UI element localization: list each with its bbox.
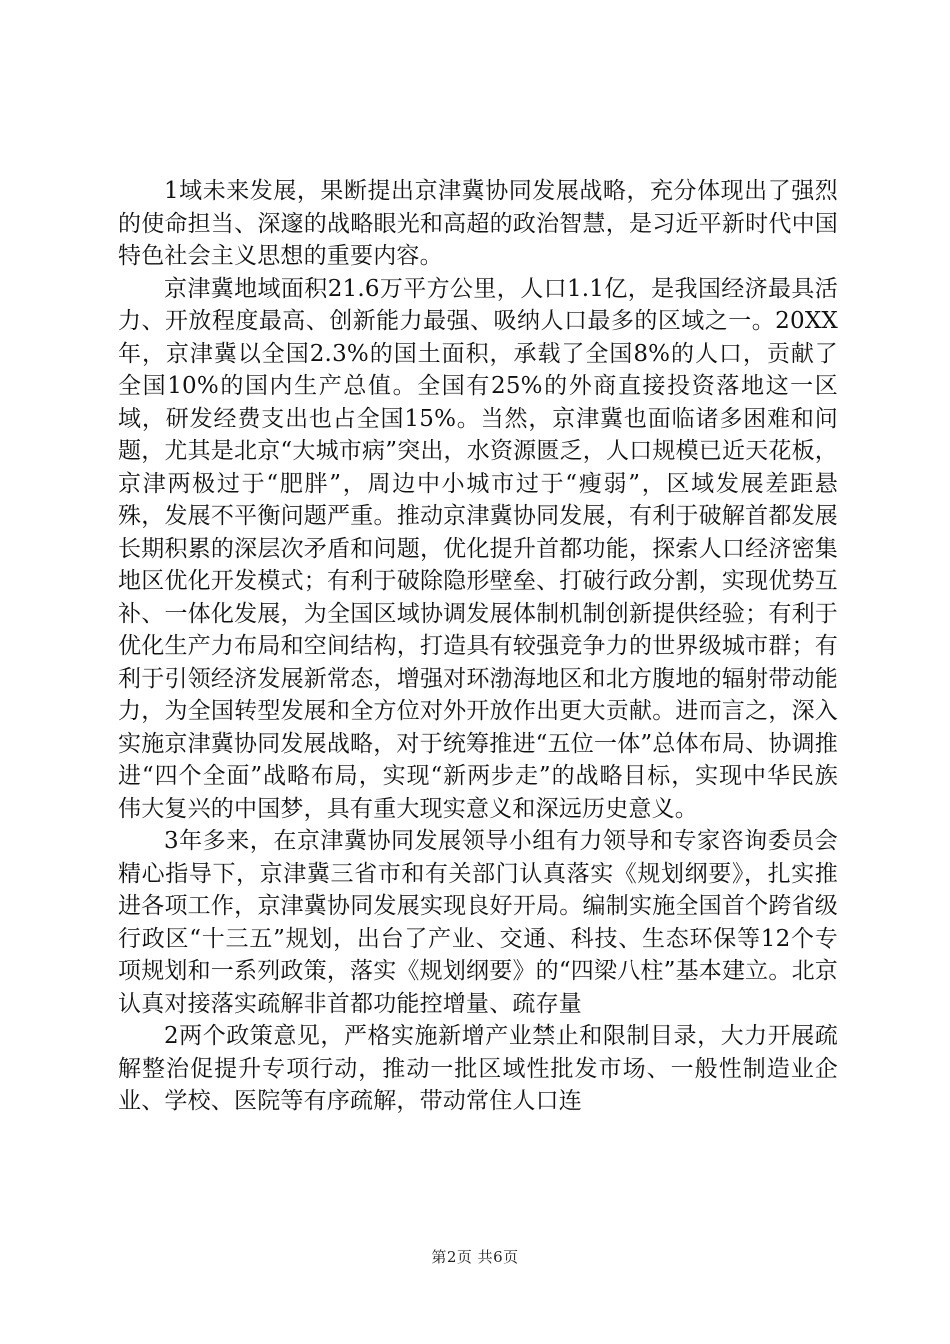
paragraph-3: 3年多来，在京津冀协同发展领导小组有力领导和专家咨询委员会精心指导下，京津冀三省市和有关部门认真落实《规划纲要》，扎实推进各项工作，京津冀协同发展实现良好开局。编制实施全国首个跨省级行政区“十三五”规划，出台了产业、交通、科技、生态环保等12个专项规划和一系列政策，落实《规划纲要》的“四梁八柱”基本建立。北京认真对接落实疏解非首都功能控增量、疏存量 — [118, 828, 838, 1017]
paragraph-2: 京津冀地域面积21.6万平方公里，人口1.1亿，是我国经济最具活力、开放程度最高、创新能力最强、吸纳人口最多的区域之一。20XX年，京津冀以全国2.3%的国土面积，承载了全国8%的人口，贡献了全国10%的国内生产总值。全国有25%的外商直接投资落地这一区域，研发经费支出也占全国15%。当然，京津冀也面临诸多困难和问题，尤其是北京“大城市病”突出，水资源匮乏，人口规模已近天花板，京津两极过于“肥胖”，周边中小城市过于“瘦弱”，区域发展差距悬殊，发展不平衡问题严重。推动京津冀协同发展，有利于破解首都发展长期积累的深层次矛盾和问题，优化提升首都功能，探索人口经济密集地区优化开发模式；有利于破除隐形壁垒、打破行政分割，实现优势互补、一体化发展，为全国区域协调发展体制机制创新提供经验；有利于优化生产力布局和空间结构，打造具有较强竞争力的世界级城市群；有利于引领经济发展新常态，增强对环渤海地区和北方腹地的辐射带动能力，为全国转型发展和全方位对外开放作出更大贡献。进而言之，深入实施京津冀协同发展战略，对于统筹推进“五位一体”总体布局、协调推进“四个全面”战略布局，实现“新两步走”的战略目标，实现中华民族伟大复兴的中国梦，具有重大现实意义和深远历史意义。 — [118, 275, 838, 822]
paragraph-1: 1域未来发展，果断提出京津冀协同发展战略，充分体现出了强烈的使命担当、深邃的战略眼光和高超的政治智慧，是习近平新时代中国特色社会主义思想的重要内容。 — [118, 178, 838, 269]
document-body — [118, 175, 838, 1118]
page-number-label: 第2页 共6页 — [431, 1248, 519, 1266]
paragraph-4: 2两个政策意见，严格实施新增产业禁止和限制目录，大力开展疏解整治促提升专项行动，推动一批区域性批发市场、一般性制造业企业、学校、医院等有序疏解，带动常住人口连 — [118, 1023, 838, 1114]
page-footer — [0, 1246, 950, 1267]
